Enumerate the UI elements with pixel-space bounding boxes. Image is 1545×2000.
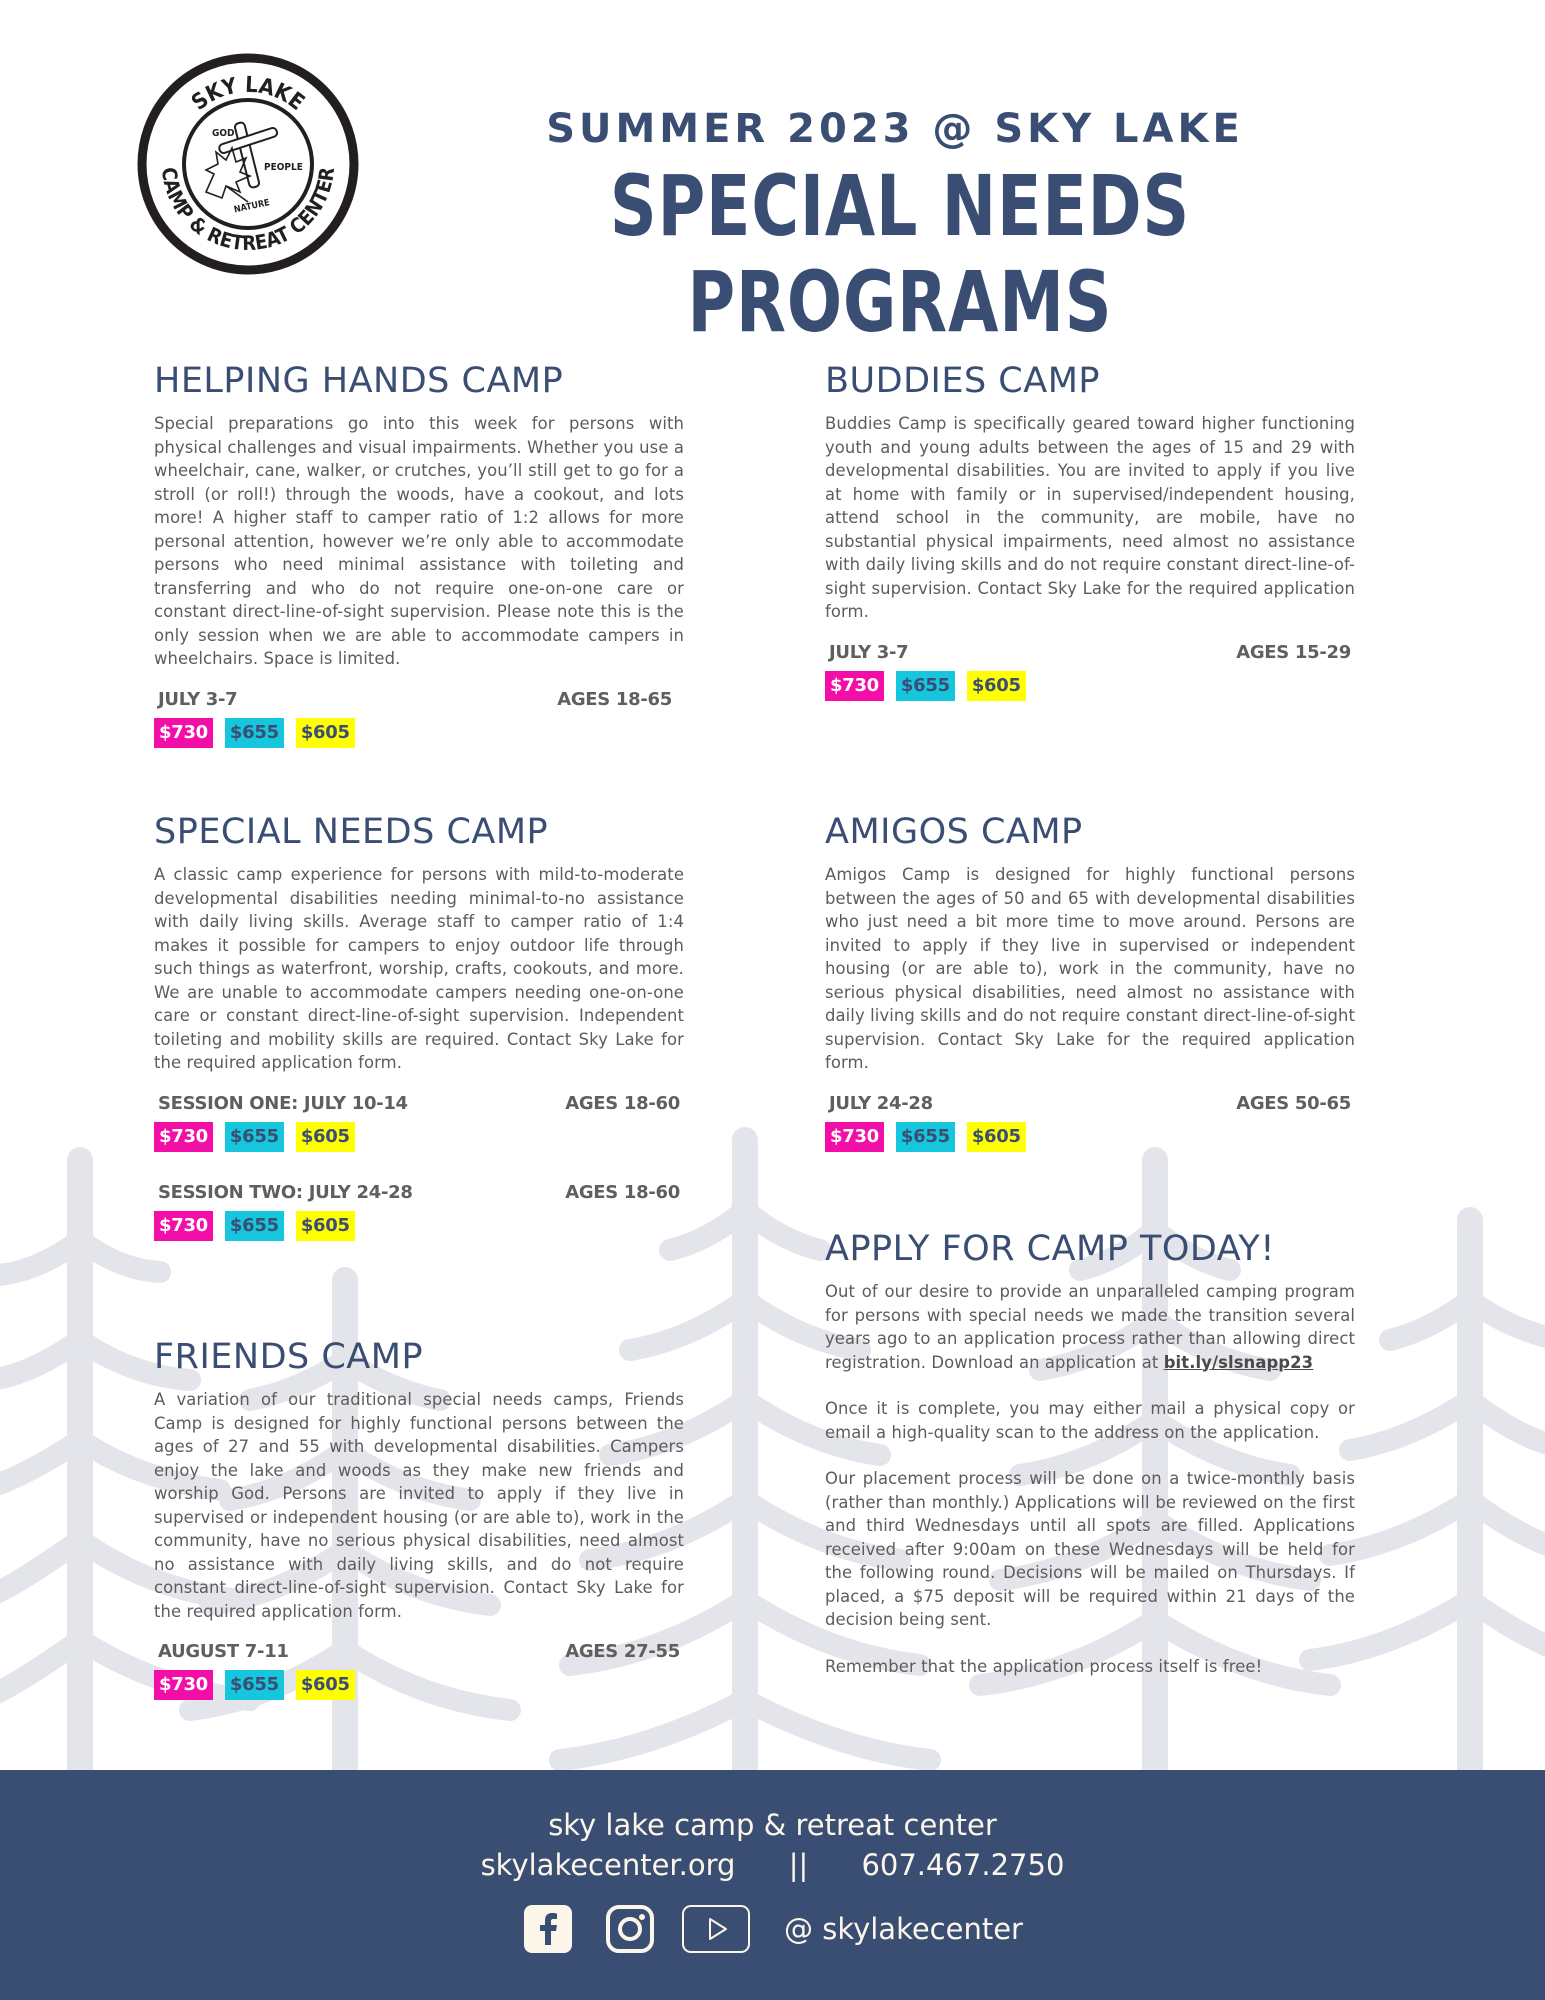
session-ages: AGES 27-55 — [565, 1641, 680, 1662]
logo-top-text: SKY LAKE — [187, 72, 309, 116]
amigos-camp-section — [825, 811, 1355, 1152]
footer — [0, 1770, 1545, 2000]
section-title: FRIENDS CAMP — [154, 1337, 424, 1377]
section-title: AMIGOS CAMP — [825, 812, 1083, 852]
session-dates: JULY 3-7 — [158, 688, 238, 710]
footer-contact — [0, 1848, 1545, 1882]
session-dates: SESSION ONE: JULY 10-14 — [158, 1092, 408, 1114]
session — [154, 1182, 684, 1241]
friends-camp-section — [154, 1336, 684, 1700]
footer-website[interactable]: skylakecenter.org — [480, 1848, 736, 1882]
buddies-camp-section — [825, 360, 1355, 701]
apply-paragraph-4: Remember that the application process itself is free! — [825, 1656, 1263, 1676]
price-tier-2: $655 — [225, 1211, 284, 1241]
price-tier-1: $730 — [825, 1122, 884, 1152]
section-body: Buddies Camp is specifically geared toward higher functioning youth and young adults between the ages of 15 and 29 with developmental disabilities. You are invited to apply if you live at home with family or in supervised/independent housing, attend school in the community, are mobile, have no substantial physical impairments, need almost no assistance with daily living skills and do not require constant direct-line-of-sight supervision. Contact Sky Lake for the required application form. — [825, 414, 1355, 621]
price-tier-2: $655 — [896, 671, 955, 701]
section-title: BUDDIES CAMP — [825, 361, 1100, 401]
helping-hands-camp-section — [154, 360, 684, 748]
section-body: Special preparations go into this week for persons with physical challenges and visual impairments. Whether you use a wheelchair, cane, walker, or crutches, you’ll still get to go for a stroll (or roll!) through the woods, have a cookout, and lots more! A higher staff to camper ratio of 1:2 allows for more personal attention, however we’re only able to accommodate persons who need minimal assistance with toileting and transferring and who do not require one-on-one care or constant direct-line-of-sight supervision. Please note this is the only session when we are able to accommodate campers in wheelchairs. Space is limited. — [154, 414, 684, 668]
session-ages: AGES 18-65 — [557, 688, 672, 710]
price-tier-3: $605 — [967, 1122, 1026, 1152]
apply-paragraph-2: Once it is complete, you may either mail a physical copy or email a high-quality scan to the address on the application. — [825, 1399, 1355, 1442]
price-tier-1: $730 — [154, 718, 213, 748]
price-tier-3: $605 — [296, 1122, 355, 1152]
session-dates: JULY 24-28 — [829, 1092, 933, 1114]
sky-lake-logo — [136, 52, 360, 276]
session — [154, 1093, 684, 1152]
price-tier-3: $605 — [296, 718, 355, 748]
price-tier-2: $655 — [896, 1122, 955, 1152]
session-ages: AGES 50-65 — [1236, 1092, 1351, 1114]
session-ages: AGES 18-60 — [565, 1092, 680, 1114]
session — [825, 642, 1355, 701]
price-tier-2: $655 — [225, 1122, 284, 1152]
logo-word-nature: NATURE — [233, 198, 271, 216]
section-body: A variation of our traditional special needs camps, Friends Camp is designed for highly functional persons between the ages of 27 and 55 with developmental disabilities. Campers enjoy the lake and woods as they make new friends and worship God. Persons are invited to apply if they live in supervised or independent housing (or are able to), work in the community, have no serious physical disabilities, need almost no assistance with daily living skills, and do not require constant direct-line-of-sight supervision. Contact Sky Lake for the required application form. — [154, 1390, 684, 1621]
footer-org-name: sky lake camp & retreat center — [548, 1808, 997, 1842]
youtube-icon[interactable] — [682, 1905, 750, 1953]
footer-separator: || — [788, 1848, 809, 1882]
section-body: A classic camp experience for persons with mild-to-moderate developmental disabilities needing minimal-to-no assistance with daily living skills. Average staff to camper ratio of 1:4 makes it possible for campers to enjoy outdoor life through such things as waterfront, worship, crafts, cookouts, and more. We are unable to accommodate campers needing one-on-one care or constant direct-line-of-sight supervision. Independent toileting and mobility skills are required. Contact Sky Lake for the required application form. — [154, 865, 684, 1072]
facebook-icon[interactable] — [524, 1905, 572, 1953]
price-tier-3: $605 — [296, 1670, 355, 1700]
session-ages: AGES 18-60 — [565, 1181, 680, 1203]
logo-word-people: PEOPLE — [264, 162, 303, 173]
section-title: APPLY FOR CAMP TODAY! — [825, 1229, 1275, 1269]
price-tier-1: $730 — [154, 1670, 213, 1700]
apply-paragraph-1: Out of our desire to provide an unparalleled camping program for persons with special needs we made the transition several years ago to an application process rather than allowing direct registration. Download an application at bit.ly/slsnapp23 — [825, 1282, 1355, 1372]
section-body: Amigos Camp is designed for highly functional persons between the ages of 50 and 65 with developmental disabilities who just need a bit more time to move around. Persons are invited to apply if they live in supervised or independent housing (or are able to), work in the community, have no serious physical disabilities, need almost no assistance with daily living skills and do not require constant direct-line-of-sight supervision. Contact Sky Lake for the required application form. — [825, 865, 1355, 1072]
social-links — [524, 1905, 1023, 1953]
social-handle[interactable]: @ skylakecenter — [784, 1912, 1023, 1946]
session-dates: JULY 3-7 — [829, 641, 909, 663]
price-tier-1: $730 — [825, 671, 884, 701]
session-ages: AGES 15-29 — [1236, 641, 1351, 663]
session — [154, 1641, 684, 1700]
section-title: HELPING HANDS CAMP — [154, 361, 564, 401]
logo-word-god: GOD — [212, 128, 235, 139]
price-tier-1: $730 — [154, 1211, 213, 1241]
session-dates: SESSION TWO: JULY 24-28 — [158, 1181, 413, 1203]
session — [825, 1093, 1355, 1152]
instagram-icon[interactable] — [606, 1905, 654, 1953]
price-tier-2: $655 — [225, 718, 284, 748]
price-tier-3: $605 — [967, 671, 1026, 701]
price-tier-2: $655 — [225, 1670, 284, 1700]
page-subtitle: SUMMER 2023 @ SKY LAKE — [546, 106, 1244, 152]
apply-section — [825, 1228, 1355, 1678]
session-dates: AUGUST 7-11 — [158, 1641, 289, 1662]
logo-bottom-text: CAMP & RETREAT CENTER — [156, 165, 340, 256]
price-tier-1: $730 — [154, 1122, 213, 1152]
price-tier-3: $605 — [296, 1211, 355, 1241]
footer-phone[interactable]: 607.467.2750 — [861, 1848, 1065, 1882]
special-needs-camp-section — [154, 811, 684, 1241]
section-title: SPECIAL NEEDS CAMP — [154, 812, 549, 852]
page-title: SPECIAL NEEDS PROGRAMS — [609, 157, 1191, 351]
application-link[interactable]: bit.ly/slsnapp23 — [1163, 1352, 1314, 1372]
apply-paragraph-3: Our placement process will be done on a twice-monthly basis (rather than monthly.) Applications will be reviewed on the first and third Wednesdays until all spots are filled. Applications received after 9:00am on these Wednesdays will be held for the following round. Decisions will be mailed on Thursdays. If placed, a $75 deposit will be required within 21 days of the decision being sent. — [825, 1469, 1355, 1629]
session — [154, 689, 684, 748]
